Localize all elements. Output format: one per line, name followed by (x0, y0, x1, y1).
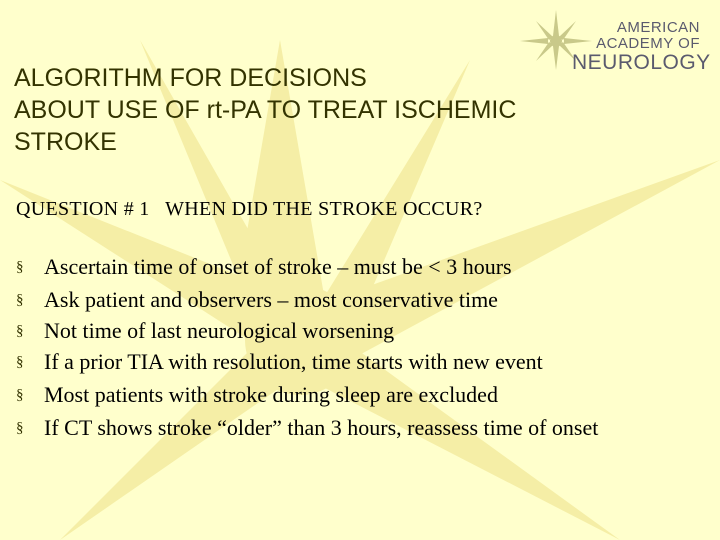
logo-line-1: AMERICAN (616, 19, 700, 36)
title-line-1: ALGORITHM FOR DECISIONS (14, 64, 367, 92)
bullet-icon: § (16, 420, 24, 436)
bullet-item (16, 252, 676, 282)
bullet-text: Not time of last neurological worsening (44, 318, 395, 343)
bullet-icon: § (16, 354, 24, 370)
bullet-item (16, 316, 676, 346)
bullet-icon: § (16, 323, 24, 339)
bullet-item (16, 413, 676, 443)
bullet-text: If CT shows stroke “older” than 3 hours, reassess time of onset (44, 415, 599, 440)
logo-line-2: ACADEMY OF (596, 34, 700, 52)
bullet-list (16, 252, 676, 446)
title-line-2: ABOUT USE OF rt-PA TO TREAT ISCHEMIC (14, 96, 517, 124)
bullet-text: If a prior TIA with resolution, time starts with new event (44, 349, 543, 374)
title-line-3: STROKE (14, 128, 117, 156)
slide-title (14, 62, 654, 158)
logo-line-3: NEUROLOGY (572, 50, 711, 74)
question-heading: QUESTION # 1 WHEN DID THE STROKE OCCUR? (16, 198, 483, 220)
bullet-text: Most patients with stroke during sleep are excluded (44, 382, 498, 407)
bullet-icon: § (16, 259, 24, 275)
bullet-icon: § (16, 387, 24, 403)
bullet-icon: § (16, 292, 24, 308)
bullet-item (16, 347, 676, 377)
bullet-text: Ascertain time of onset of stroke – must be < 3 hours (44, 254, 512, 279)
bullet-item (16, 285, 676, 315)
bullet-text: Ask patient and observers – most conservative time (44, 287, 498, 312)
bullet-item (16, 380, 676, 410)
